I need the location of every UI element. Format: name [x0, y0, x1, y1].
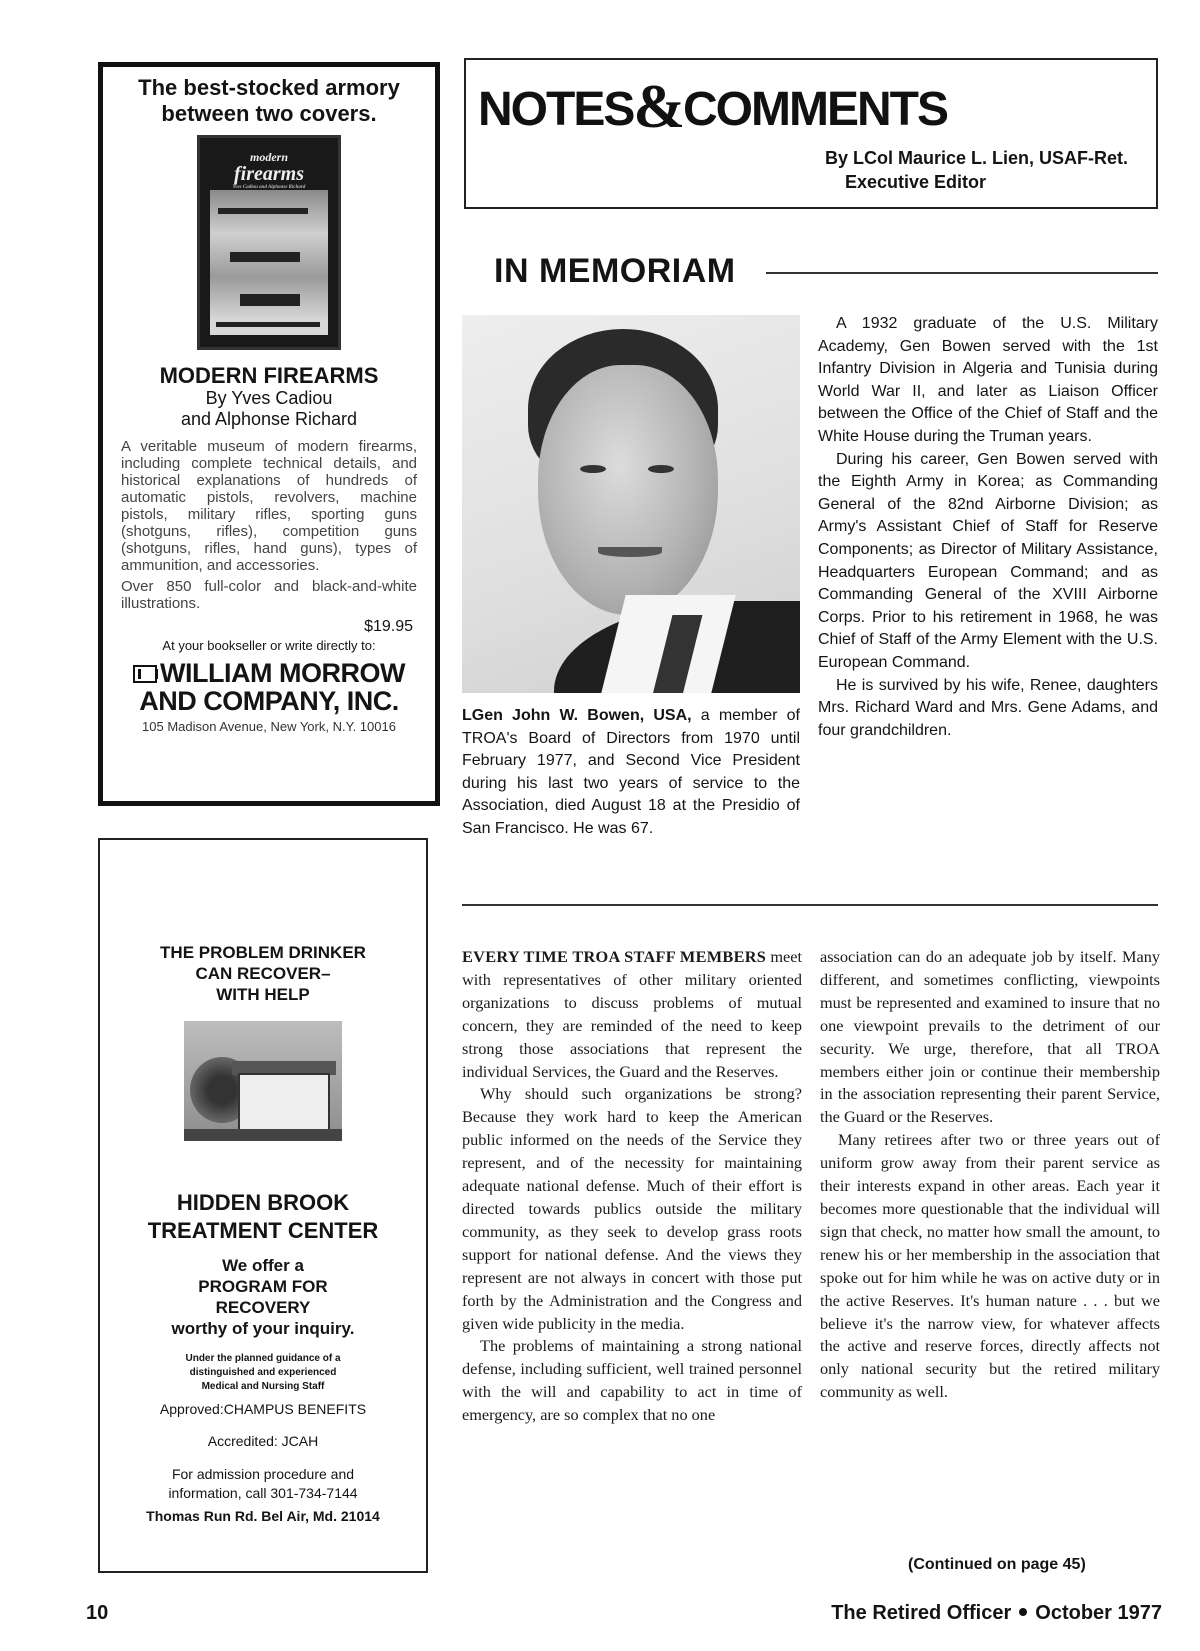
book-author-1: By Yves Cadiou: [205, 388, 333, 408]
book-price: $19.95: [364, 618, 413, 635]
center-name-2: TREATMENT CENTER: [147, 1218, 379, 1243]
offer-text: [110, 1255, 416, 1318]
accredited-line: Accredited: JCAH: [207, 1433, 319, 1449]
guidance-line2: distinguished and experienced: [189, 1367, 337, 1378]
editorial-lead: EVERY TIME TROA STAFF MEMBERS: [462, 947, 767, 966]
portrait-face: [538, 365, 718, 615]
ad2-headline-1: THE PROBLEM DRINKER: [160, 943, 366, 962]
book-illustrations: Over 850 full-color and black-and-white illustrations.: [121, 578, 417, 612]
approved-line: Approved:CHAMPUS BENEFITS: [159, 1401, 367, 1417]
editorial-paragraph: The problems of maintaining a strong national defense, including sufficient, well trained personnel with the will and capability to act in time of emergency, are so complex that no one: [462, 1336, 802, 1425]
firearms-ad: [98, 62, 440, 806]
section-divider: [462, 904, 1158, 906]
page-number: 10: [86, 1602, 109, 1624]
center-address: Thomas Run Rd. Bel Air, Md. 21014: [146, 1508, 380, 1524]
pistol-shape: [240, 294, 300, 306]
book-cover-line3: Yves Cadiou and Alphonse Richard: [232, 185, 306, 190]
offer-line3: RECOVERY: [215, 1298, 311, 1317]
book-title: MODERN FIREARMS: [159, 363, 379, 388]
book-author-2: and Alphonse Richard: [180, 409, 358, 429]
editorial-paragraph: Why should such organizations be strong? Because they work hard to keep the American public informed on the needs of the Service they represent, and of the necessity for maintaining adequate national defense. Much of their effort is directed towards publics outside the military community, as they seek to develop grass roots support for national defense. And the views they represent are not always in concert with those put forth by the Administration and the Congress and given wide publicity in the media.: [462, 1084, 802, 1333]
title-comments: COMMENTS: [683, 83, 947, 136]
guidance-line3: Medical and Nursing Staff: [201, 1381, 325, 1392]
memoriam-rule: [766, 272, 1158, 274]
publication-footer: [831, 1602, 1162, 1625]
portrait-mouth: [598, 547, 662, 557]
portrait-caption: [462, 705, 800, 841]
memoriam-paragraph: He is survived by his wife, Renee, daughters Mrs. Richard Ward and Mrs. Gene Adams, and four grandchildren.: [818, 676, 1158, 739]
guidance-line1: Under the planned guidance of a: [185, 1353, 341, 1364]
editorial-paragraph: Many retirees after two or three years out of uniform grow away from their parent service as their interests expand in other areas. Each year it becomes more questionable that the individual will sign that check, no matter how small the amount, to renew his or her membership in the association that spoke out for him while he was on active duty or in the active Reserves. It's human nature . . . but we believe it's the narrow view, for whatever affects the active and reserve forces, directly affects not only national security but the retired military community as well.: [820, 1130, 1160, 1402]
offer-line2: PROGRAM FOR: [198, 1277, 328, 1296]
editorial-lead-rest: meet with representatives of other military oriented organizations to discuss problems of mutual concern, they are reminded of the need to keep strong those associations that represent the individual Services, the Guard and the Reserves.: [462, 947, 802, 1081]
title-notes: NOTES: [478, 83, 634, 136]
publication-name: The Retired Officer: [831, 1602, 1012, 1624]
admission-line2: information, call 301-734-7144: [168, 1485, 358, 1501]
treatment-center-illustration: [184, 1021, 342, 1141]
publisher-line1: WILLIAM MORROW: [160, 658, 405, 688]
memoriam-heading: IN MEMORIAM: [494, 252, 736, 290]
long-rifle-shape: [216, 322, 320, 327]
byline-author: By LCol Maurice L. Lien, USAF-Ret.: [824, 148, 1128, 168]
book-description: A veritable museum of modern firearms, including complete technical details, and historical explanations of hundreds of automatic pistols, revolvers, machine pistols, military rifles, sporting guns (shotguns, rifles), competition guns (shotguns, rifles, hand guns), types of ammunition, and accessories.: [121, 438, 417, 574]
order-line: At your bookseller or write directly to:: [162, 638, 376, 653]
guidance-text: [110, 1352, 416, 1394]
memoriam-paragraph: A 1932 graduate of the U.S. Military Academy, Gen Bowen served with the 1st Infantry Division in Algeria and Tunisia during World War II, and later as Liaison Officer between the Office of the Chief of Staff and the White House during the Truman years.: [818, 315, 1158, 445]
editorial-column-2: [820, 946, 1160, 1404]
center-name: [110, 1189, 416, 1245]
building-shape: [238, 1073, 330, 1131]
rifle-shape: [218, 208, 308, 214]
memoriam-text: [818, 313, 1158, 742]
offer-line1: We offer a: [222, 1256, 304, 1275]
center-name-1: HIDDEN BROOK: [176, 1190, 350, 1215]
admission-text: [110, 1465, 416, 1503]
title-ampersand: &: [633, 73, 684, 141]
publisher-logo-icon: [133, 665, 157, 683]
ground-shape: [184, 1129, 342, 1141]
treatment-center-ad: [98, 838, 428, 1573]
continued-note: (Continued on page 45): [908, 1556, 1086, 1573]
editorial-paragraph: [462, 946, 802, 1083]
admission-line1: For admission procedure and: [171, 1466, 355, 1482]
byline: [825, 146, 1128, 194]
page-title: [478, 72, 947, 143]
book-cover-image: [197, 135, 341, 350]
publisher-address: 105 Madison Avenue, New York, N.Y. 10016: [142, 719, 396, 734]
publication-issue: October 1977: [1035, 1602, 1162, 1624]
book-cover-line2: firearms: [234, 163, 304, 185]
caption-name: LGen John W. Bowen, USA,: [462, 707, 692, 724]
editorial-paragraph: association can do an adequate job by itself. Many different, and sometimes conflicting, viewpoints must be represented and examined to insure that no one viewpoint prevails to the detriment of our security. We urge, therefore, that all TROA members either join or continue their membership in the association representing their parent Service, the Guard or the Reserves.: [820, 947, 1160, 1127]
publisher-line2: AND COMPANY, INC.: [139, 686, 399, 716]
editorial-column-1: [462, 946, 802, 1427]
book-cover-line1: modern: [249, 150, 288, 164]
ad2-headline-3: WITH HELP: [216, 985, 310, 1004]
ad2-headline-2: CAN RECOVER–: [195, 964, 331, 983]
publisher-name: [109, 659, 429, 715]
offer-line4: worthy of your inquiry.: [171, 1319, 355, 1338]
bullet-icon: [1019, 1608, 1027, 1616]
notes-comments-header: [464, 58, 1158, 209]
portrait-eye-right: [648, 465, 674, 473]
smg-shape: [230, 252, 300, 262]
portrait-eye-left: [580, 465, 606, 473]
book-cover-guns-photo: [210, 190, 328, 335]
ad-headline: The best-stocked armory between two covers.: [138, 75, 400, 126]
portrait-photo: [462, 315, 800, 693]
byline-role: Executive Editor: [844, 172, 987, 192]
memoriam-paragraph: During his career, Gen Bowen served with the Eighth Army in Korea; as Commanding General of the 82nd Airborne Division; as Army's Assistant Chief of Staff for Reserve Components; as Director of Military Assistance, Headquarters European Command; and as Commanding General of the XVIII Airborne Corps. Prior to his retirement in 1968, he was Chief of Staff of the Army Element with the U.S. European Command.: [818, 450, 1158, 671]
caption-text: a member of TROA's Board of Directors from 1970 until February 1977, and Second Vice President during his last two years of service to the Association, died August 18 at the Presidio of San Francisco. He was 67.: [462, 707, 801, 837]
